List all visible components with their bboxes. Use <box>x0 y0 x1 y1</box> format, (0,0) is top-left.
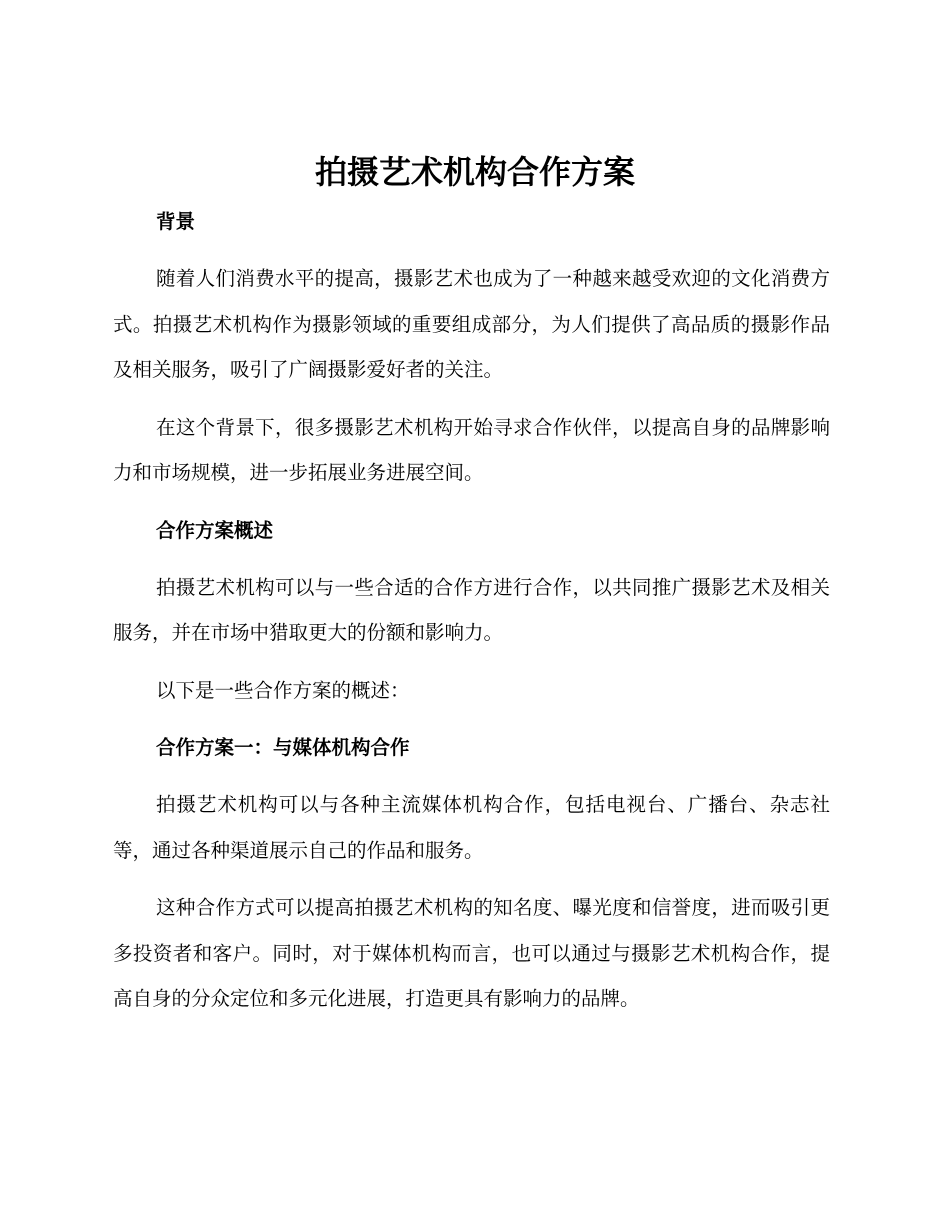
paragraph: 这种合作方式可以提高拍摄艺术机构的知名度、曝光度和信誉度，进而吸引更多投资者和客户。同时，对于媒体机构而言，也可以通过与摄影艺术机构合作，提高自身的分众定位和多元化进展，打造更具有影响力的品牌。 <box>113 896 830 1010</box>
section-heading-overview: 合作方案概述 <box>156 518 274 542</box>
section-heading-background: 背景 <box>156 210 196 233</box>
section-heading-plan-one: 合作方案一：与媒体机构合作 <box>156 736 410 759</box>
document-body <box>113 203 830 1022</box>
document-title: 拍摄艺术机构合作方案 <box>314 153 635 191</box>
paragraph: 在这个背景下，很多摄影艺术机构开始寻求合作伙伴，以提高自身的品牌影响力和市场规模，进一步拓展业务进展空间。 <box>113 415 830 484</box>
paragraph: 拍摄艺术机构可以与一些合适的合作方进行合作，以共同推广摄影艺术及相关服务，并在市场中猎取更大的份额和影响力。 <box>113 575 830 644</box>
paragraph: 以下是一些合作方案的概述： <box>156 678 410 702</box>
paragraph: 随着人们消费水平的提高，摄影艺术也成为了一种越来越受欢迎的文化消费方式。拍摄艺术机构作为摄影领域的重要组成部分，为人们提供了高品质的摄影作品及相关服务，吸引了广阔摄影爱好者的关注。 <box>113 267 830 381</box>
paragraph: 拍摄艺术机构可以与各种主流媒体机构合作，包括电视台、广播台、杂志社等，通过各种渠道展示自己的作品和服务。 <box>113 793 830 862</box>
